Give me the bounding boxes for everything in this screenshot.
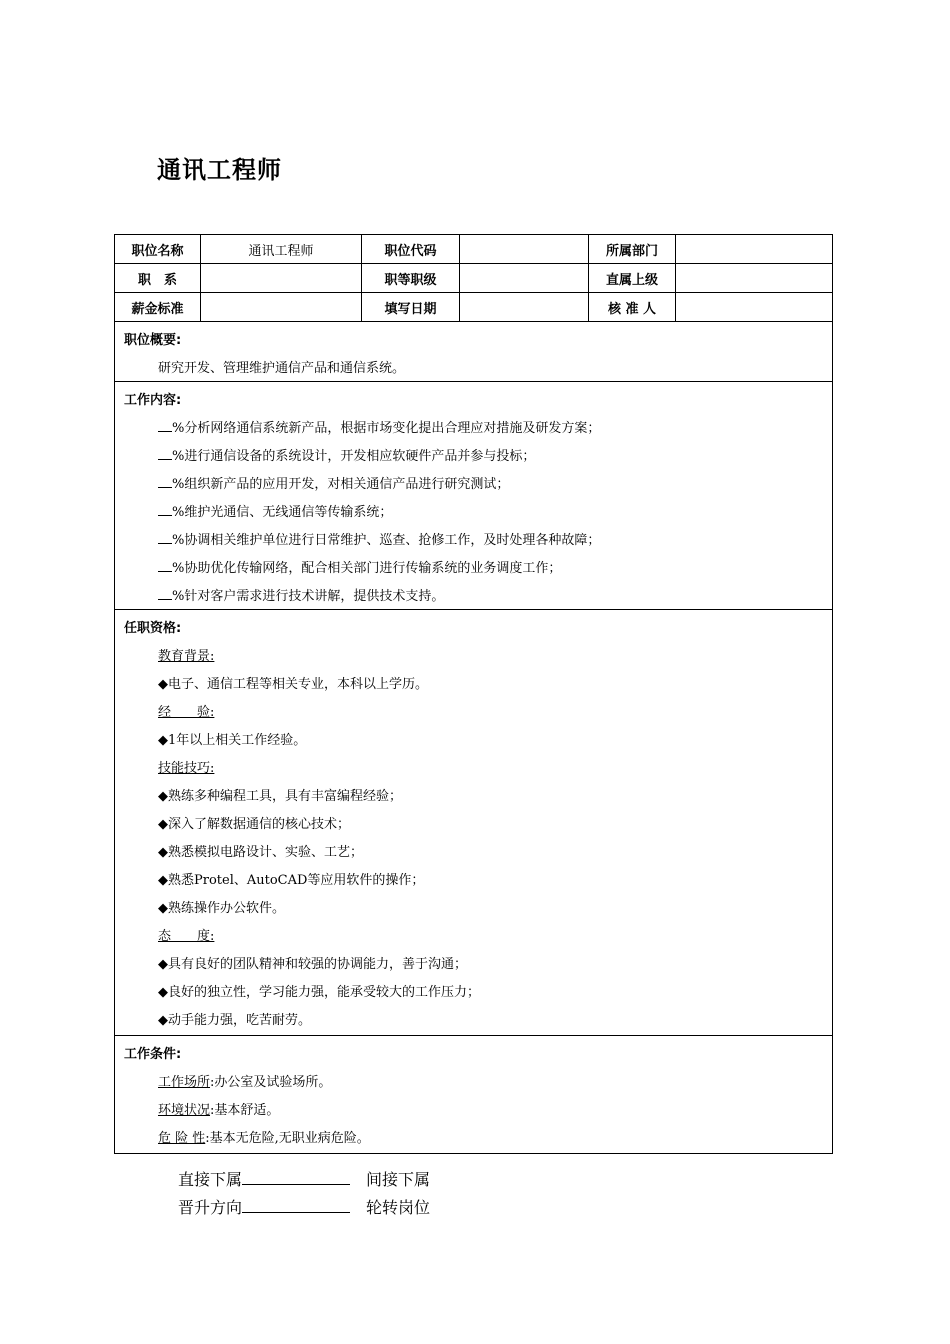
value-salary	[201, 293, 362, 322]
value-position-name: 通讯工程师	[201, 235, 362, 264]
label-position-code: 职位代码	[362, 235, 460, 264]
header-row	[115, 264, 833, 293]
value-fill-date	[460, 293, 589, 322]
duty-item: %组织新产品的应用开发，对相关通信产品进行研究测试；	[158, 473, 509, 492]
attitude-label: 态 度:	[158, 929, 215, 944]
conditions-section	[114, 1035, 833, 1154]
value-department	[676, 235, 833, 264]
duty-item: %协调相关维护单位进行日常维护、巡查、抢修工作，及时处理各种故障；	[158, 529, 600, 548]
label-fill-date: 填写日期	[362, 293, 460, 322]
label-job-family: 职 系	[115, 264, 201, 293]
qualifications-title: 任职资格:	[124, 621, 182, 636]
header-row	[115, 235, 833, 264]
condition-risk: 危 险 性:基本无危险,无职业病危险。	[158, 1131, 370, 1146]
condition-environment: 环境状况:基本舒适。	[158, 1103, 280, 1118]
condition-place: 工作场所:办公室及试验场所。	[158, 1075, 332, 1090]
value-grade	[460, 264, 589, 293]
rotation-position: 轮转岗位	[366, 1198, 431, 1217]
experience-text: ◆1年以上相关工作经验。	[158, 733, 307, 748]
label-grade: 职等职级	[362, 264, 460, 293]
overview-section	[114, 321, 833, 382]
label-salary: 薪金标准	[115, 293, 201, 322]
duties-section	[114, 381, 833, 610]
duties-title: 工作内容:	[124, 393, 182, 408]
attitude-item: ◆具有良好的团队精神和较强的协调能力，善于沟通；	[158, 957, 467, 972]
conditions-title: 工作条件:	[124, 1047, 182, 1062]
overview-text: 研究开发、管理维护通信产品和通信系统。	[158, 361, 406, 376]
skill-item: ◆熟练操作办公软件。	[158, 901, 285, 916]
skills-label: 技能技巧:	[158, 761, 215, 776]
promotion-direction: 晋升方向	[178, 1195, 350, 1218]
header-table	[114, 234, 833, 322]
page-title: 通讯工程师	[157, 156, 282, 184]
label-supervisor: 直属上级	[589, 264, 676, 293]
direct-subordinate: 直接下属	[178, 1167, 350, 1190]
label-approver: 核 准 人	[589, 293, 676, 322]
skill-item: ◆深入了解数据通信的核心技术；	[158, 817, 350, 832]
experience-label: 经 验:	[158, 705, 215, 720]
attitude-item: ◆良好的独立性，学习能力强，能承受较大的工作压力；	[158, 985, 480, 1000]
label-department: 所属部门	[589, 235, 676, 264]
qualifications-section	[114, 609, 833, 1036]
duty-item: %分析网络通信系统新产品，根据市场变化提出合理应对措施及研发方案；	[158, 417, 600, 436]
attitude-item: ◆动手能力强，吃苦耐劳。	[158, 1013, 311, 1028]
duty-item: %针对客户需求进行技术讲解，提供技术支持。	[158, 585, 444, 604]
skill-item: ◆熟悉Protel、AutoCAD等应用软件的操作；	[158, 873, 425, 888]
header-row	[115, 293, 833, 322]
indirect-subordinate: 间接下属	[366, 1170, 431, 1189]
value-position-code	[460, 235, 589, 264]
education-label: 教育背景:	[158, 649, 215, 664]
skill-item: ◆熟练多种编程工具，具有丰富编程经验；	[158, 789, 402, 804]
education-text: ◆电子、通信工程等相关专业，本科以上学历。	[158, 677, 428, 692]
duty-item: %进行通信设备的系统设计，开发相应软硬件产品并参与投标；	[158, 445, 535, 464]
duty-item: %维护光通信、无线通信等传输系统；	[158, 501, 392, 520]
value-job-family	[201, 264, 362, 293]
value-supervisor	[676, 264, 833, 293]
skill-item: ◆熟悉模拟电路设计、实验、工艺；	[158, 845, 363, 860]
label-position-name: 职位名称	[115, 235, 201, 264]
value-approver	[676, 293, 833, 322]
overview-title: 职位概要:	[124, 333, 182, 348]
duty-item: %协助优化传输网络，配合相关部门进行传输系统的业务调度工作；	[158, 557, 561, 576]
